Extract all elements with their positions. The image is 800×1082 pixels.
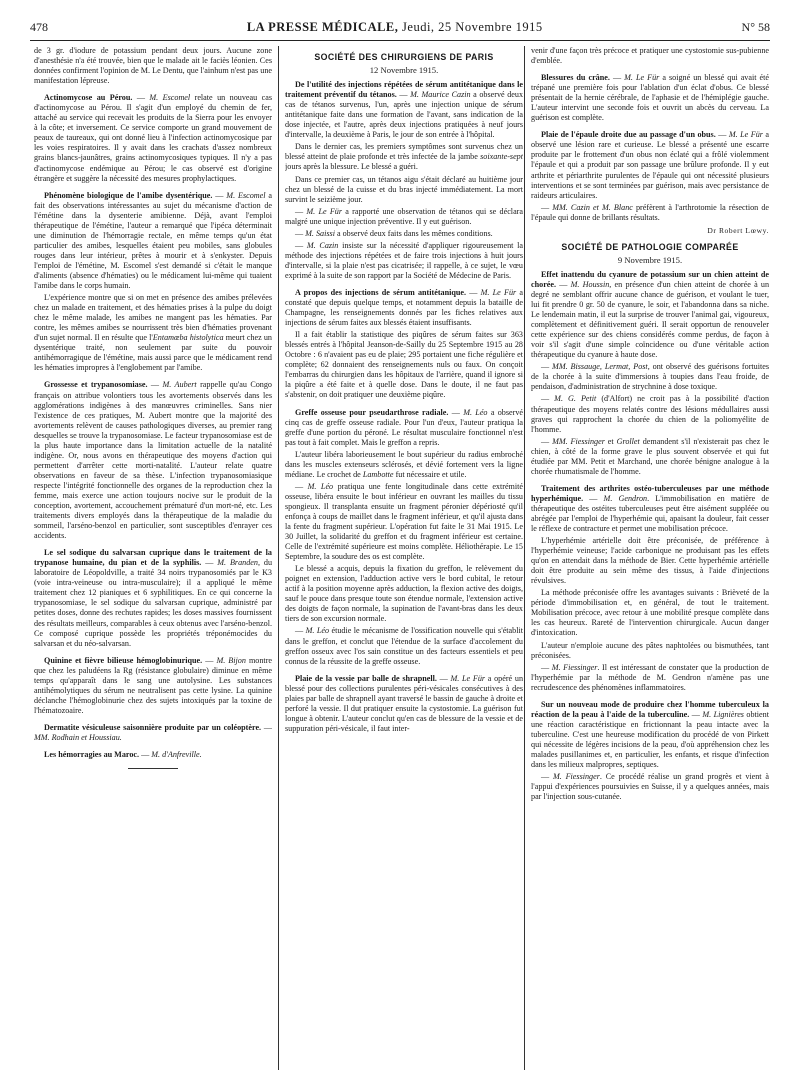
article: Dermatite vésiculeuse saisonnière produite par un coléoptère. — MM. Rodhain et Houssiau. <box>34 722 272 742</box>
article: Grossesse et trypanosomiase. — M. Aubert rappelle qu'au Congo français on attribue volontiers tous les avortements observés dans les agglomérations indigènes à des manœuvres criminelles. Sans nier l'existence de ces pratiques, M. Aubert montre que la majorité des avortements relèvent de causes pathologiques diverses, au premier rang desquelles se trouve la trypanosomiase. Le facteur trypanosomiase est de la plus haute importance dans la limitation actuelle de la natalité indigène. Or, nous avons en thérapeutique des moyens d'action qui permettent d'arrêter cette morti-natalité. L'auteur relate quatre observations en faveur de sa thèse. L'infection trypanosomiasique respecte l'intégrité fonctionnelle des organes de la reproduction chez la femme, mais exerce une action toujours nocive sur le produit de la conception, avortement, accouchement prématuré d'un mort-né, etc. Les traitements divers employés dans la thérapeutique de la maladie du sommeil, l'arséno-benzol en particulier, sont susceptibles d'enrayer ces accidents. <box>34 380 272 541</box>
author: M. Maurice Cazin <box>410 90 471 100</box>
article-text: , en présence d'un chien atteint de chorée à un degré ne semblant offrir aucune chance de guérison, et voulant le tuer, lui fit prendre 0 gr. 50 de cyanure, le soir, et l'abandonna dans sa niche. Le lendemain matin, il eut la surprise de trouver l'animal gai, vigoureux, complètement et définitivement guéri. Il serait opportun de renouveler cette expérience sur des chiens considérés comme perdus, de façon à voir s'il s'agit d'une simple coïncidence ou d'une véritable action thérapeutique du cyanure à haute dose. <box>531 279 769 360</box>
paragraph: L'hyperhémie artérielle doit être préconisée, de préférence à l'hyperhémie veineuse; l'acide carbonique ne produisant pas les effets qu'on en attendait dans la méthode de Bier. Cette hyperhémie artérielle doit être produite au sein même des tissus, à l'aide d'injections révulsives. <box>531 536 769 586</box>
author: MM. Cazin et M. Blanc <box>552 202 633 212</box>
paragraph: Dans le dernier cas, les premiers symptômes sont survenus chez un blessé atteint de plaie profonde et très infectée de la jambe soixante-sept jours après la blessure. Le blessé a guéri. <box>285 142 523 172</box>
end-rule <box>128 768 178 769</box>
author: M. Escomel <box>226 190 266 200</box>
paragraph: — M. G. Petit (d'Alfort) ne croit pas à la possibilité d'action thérapeutique des moyens relatés contre des lésions médullaires aussi graves qui rapprochent la chorée du chien de la poliomyélite de l'homme. <box>531 394 769 434</box>
article-text: , du laboratoire de Léopoldville, a traité 34 noirs trypanosomiés par le K3 (voie intra-veineuse ou intra-musculaire); il a appliqué le même traitement chez 12 pianiques et 6 syphilitiques. En ce qui concerne la trypanosomiase, le sel sodique du salvarsan cuprique, administré par petites doses, donne des rechutes rapides; les doses massives fournissent des résultats meilleurs, comparables à ceux obtenus avec l'arséno-benzol. Ce composé cuprique possède les propriétés tréponémocides du salvarsan et du néo-salvarsan. <box>34 558 272 648</box>
author: MM. Rodhain et Houssiau. <box>34 733 122 742</box>
author: M. Léo <box>307 481 334 491</box>
article-text: obtient une réaction caractéristique en frictionnant la peau intacte avec la tuberculine. C'est une heureuse modification du procédé de von Pirkett qui nécessite de légères incisions de la peau, d'où appréhension chez les malades pusillanimes et, en particulier, les enfants, et risque d'infection dans les milieux malpropres, septiques. <box>531 709 769 770</box>
article: A propos des injections de sérum antitétanique. — M. Le Für a constaté que depuis quelque temps, et notamment depuis la bataille de Champagne, les renseignements donnés par les fiches relatives aux injections de sérum faites aux blessés étaient insuffisants. <box>285 287 523 328</box>
author: M. Aubert <box>162 380 197 390</box>
article: Traitement des arthrites ostéo-tuberculeuses par une méthode hyperhémique. — M. Gendron. L'immobilisation en matière de thérapeutique des ostéites tuberculeuses peut être aisément suppléée ou abrégée par l'emploi de l'hyperhémie qui, apaisant la douleur, fait cesser le réflexe de contracture et permet une mobilisation précoce. <box>531 483 769 534</box>
article-text: a opéré un blessé pour des collections purulentes péri-vésicales consécutives à des plaies par balle de shrapnell ayant traversé le bassin de gauche à droite et perforé la vessie. Il dut pratiquer ensuite la cystostomie. La guérison fut longue à obtenir. L'auteur conclut qu'en cas de blessure de la vessie et de suppuration péri-vésicale, il faut inter- <box>285 673 523 733</box>
issue-date: Jeudi, 25 Novembre 1915 <box>402 20 543 34</box>
session-date: 9 Novembre 1915. <box>617 254 683 265</box>
author: M. Le Für <box>450 673 486 683</box>
paragraph: — MM. Fiessinger et Grollet demandent s'il n'existerait pas chez le chien, à côté de la forme grave le plus souvent observée et qui fut étudiée par MM. Petit et Marchand, une chorée bénigne analogue à la chorée rhumatismale de l'homme. <box>531 436 769 476</box>
paragraph: L'auteur n'emploie aucune des pâtes naphtolées ou bismuthées, tant préconisées. <box>531 640 769 660</box>
article: Sur un nouveau mode de produire chez l'homme tuberculeux la réaction de la peau à l'aide de la tuberculine. — M. Lignières obtient une réaction caractéristique en frictionnant la peau intacte avec la tuberculine. C'est une heureuse modification du procédé de von Pirkett qui nécessite de légères incisions de la peau, d'où appréhension chez les malades pusillanimes et, en particulier, les enfants, et risque d'infection dans les milieux malpropres, septiques. <box>531 699 769 770</box>
section-heading: SOCIÉTÉ DE PATHOLOGIE COMPARÉE <box>561 241 739 252</box>
article-title: Grossesse et trypanosomiase. <box>44 380 148 390</box>
article-text: a observé une lésion rare et curieuse. Le blessé a présenté une escarre produite par le frottement d'un obus non éclaté qui a frôlé violemment l'épaule et qui a produit par son passage une brûlure profonde. Il y eut arthrite et périarthrite purulentes de l'épaule qui ont nécessité plusieurs interventions et se sont terminées par guérison, mais avec persistance de raideurs articulaires. <box>531 130 769 200</box>
author: M. Fiessinger <box>552 772 600 782</box>
paragraph: — M. Saissi a observé deux faits dans les mêmes conditions. <box>295 228 493 238</box>
article: Plaie de l'épaule droite due au passage d'un obus. — M. Le Für a observé une lésion rare et curieuse. Le blessé a présenté une escarre produite par le frottement d'un obus non éclaté qui a frôlé violemment l'épaule et qui a produit par son passage une brûlure profonde. Il y eut arthrite et périarthrite purulentes de l'épaule qui ont nécessité plusieurs interventions et se sont terminées par guérison, mais avec persistance de raideurs articulaires. <box>531 130 769 200</box>
article-title: Effet inattendu du cyanure de potassium sur un chien atteint de chorée. <box>531 269 769 289</box>
author: M. Gendron <box>603 493 648 503</box>
journal-title <box>247 20 543 35</box>
article: Effet inattendu du cyanure de potassium sur un chien atteint de chorée. — M. Houssin, en présence d'un chien atteint de chorée à un degré ne semblant offrir aucune chance de guérison, et voulant le tuer, lui fit prendre 0 gr. 50 de cyanure, le soir, et l'abandonna dans sa niche. Le lendemain matin, il eut la surprise de trouver l'animal gai, vigoureux, complètement et définitivement guéri. Il serait opportun de renouveler cette expérience sur des chiens considérés comme perdus, de façon à voir s'il s'agit d'une simple coïncidence ou d'une véritable action thérapeutique du cyanure à haute dose. <box>531 269 769 360</box>
author: M. Le Für <box>480 287 517 297</box>
article-text: relate un nouveau cas d'actinomycose au Pérou. Il s'agit d'un employé du chemin de fer, attaché au service qui recevait les produits de la Sierra pour les envoyer à la côte; et inversement. Ce service comporte un grand mouvement de peaux de taureaux, qui ont donné lieu à l'infection actinomycosique par les voies respiratoires. Il y avait dans les crachats d'assez nombreux grains blancs-jaunâtres, grains actinomycosiques typiques. Il n'y a pas d'actinomycose endémique au Pérou; le cas observé est d'origine étrangère et suggère la nécessité des mesures prophylactiques. <box>34 93 272 183</box>
column-right <box>531 46 769 1076</box>
page-header <box>30 20 770 38</box>
article-title: A propos des injections de sérum antitétanique. <box>295 287 467 297</box>
paragraph: de 3 gr. d'iodure de potassium pendant deux jours. Aucune zone d'anesthésie n'a été trouvée, bien que le malade ait le faciès léonien. Ces données confirment l'opinion de M. Le Dentu, que l'ainhum n'est pas une manifestation lépreuse. <box>34 46 272 86</box>
author: M. Cazin <box>306 240 339 250</box>
article-text: a observé deux cas de tétanos survenus, l'un, après une injection unique de sérum antitétanique faite dans une formation de l'avant, sans indication de la dose injectée, et l'autre, après deux injections pratiquées à neuf jours d'intervalle, la deuxième à Paris, le jour de son entrée à l'hôpital. <box>285 90 523 140</box>
article-text: a observé cinq cas de greffe osseuse radiale. Pour l'un d'eux, l'auteur pratiqua la greffe d'une portion du péroné. Le résultat musculaire fonctionnel n'est pas tout à fait complet. Mais le greffon a repris. <box>285 407 523 447</box>
paragraph: Le blessé a acquis, depuis la fixation du greffon, le relèvement du poignet en extension, l'adduction active vers le bord cubital, le retour actif à la position moyenne après adduction, la flexion active des doigts, sauf le pouce dans presque toute son étendue normale, l'extension active des doigts de façon normale, la supination de l'avant-bras dans les deux tiers de son excursion normale. <box>285 564 523 624</box>
paragraph: L'expérience montre que si on met en présence des amibes prélevées chez un malade en traitement, et des hématies prises à la pulpe du doigt chez le même malade, les amibes ne mangent pas les hématies. Par contre, les mêmes amibes se nourrissent très bien d'hématies provenant d'un sujet normal. Il en résulte que l'Entamœba histolytica meurt chez un dysentérique traité, non seulement par suite du pouvoir antihémorragique de l'émétine, mais aussi parce que le médicament rend les hématies impropres à l'englobement par l'amibe. <box>34 293 272 373</box>
paragraph: — M. Léo pratiqua une fente longitudinale dans cette extrémité osseuse, libéra ensuite le bout inférieur en ouvrant les mailles du tissu spongieux. Il transplanta ensuite un fragment péronier dépériosté qu'il enfonça à coups de maillet dans le fragment inférieur, et qu'il ajusta dans la fente du fragment supérieur. L'opération fut faite le 31 Mai 1915. Le 30 Juillet, la solidarité du greffon et du fragment inférieur est certaine. Celle de l'extrémité supérieure est moins complète. Héliothérapie. Le 15 Septembre, la soudure des os est complète. <box>285 481 523 562</box>
paragraph: venir d'une façon très précoce et pratiquer une cystostomie sus-pubienne d'emblée. <box>531 46 769 66</box>
author: M. Escomel <box>149 93 191 103</box>
paragraph: — MM. Bissauge, Lermat, Post, ont observé des guérisons fortuites de la chorée à la suite d'immersions à toupies dans l'eau froide, de pendaison, d'administration de strychnine à dose toxique. <box>531 362 769 392</box>
author: M. Léo <box>463 407 488 417</box>
session-date: 12 Novembre 1915. <box>369 65 439 76</box>
paragraph: — M. Fiessinger. Il est intéressant de constater que la production de l'hyperhémie par la méthode de M. Gendron n'amène pas une recrudescence des phénomènes inflammatoires. <box>531 662 769 692</box>
author: M. d'Anfreville. <box>151 750 202 760</box>
section-heading: SOCIÉTÉ DES CHIRURGIENS DE PARIS <box>314 52 494 62</box>
paragraph: — M. Le Für a rapporté une observation de tétanos qui se déclara malgré une unique injection préventive. Il y eut guérison. <box>285 206 523 226</box>
author: M. Le Für <box>306 206 343 216</box>
author: M. Bijon <box>216 655 246 665</box>
paragraph: La méthode préconisée offre les avantages suivants : Brièveté de la période d'immobilisation et, en général, de tout le traitement. Mobilisation précoce, avec retour à une mobilité presque complète dans les cas heureux. Rareté de l'intervention chirurgicale. Aucun danger d'intoxication. <box>531 588 769 638</box>
article: Blessures du crâne. — M. Le Für a soigné un blessé qui avait été trépané une première fois pour l'ablation d'un éclat d'obus. Ce blessé présentait de la hernie cérébrale, de l'aphasie et de l'hémiplégie gauche. L'auteur intervint une seconde fois et ouvrit un abcès du cerveau. La guérison est complète. <box>531 73 769 123</box>
journal-name: LA PRESSE MÉDICALE, <box>246 20 399 34</box>
column-divider <box>278 46 279 1070</box>
signature: Dr Robert Lœwy. <box>707 225 769 235</box>
article-title: Phénomène biologique de l'amibe dysentérique. <box>44 190 213 200</box>
author: M. Lignières <box>702 709 744 719</box>
page-number: 478 <box>30 20 48 34</box>
article-text: montre que chez les paludéens la Rg (résistance globulaire) diminue en même temps qu'apparaît dans le sang une autolysine. Les substances antihémolytiques du sérum ne neutralisent pas cette lysine. La quinine déclanche l'hémoglobinurie chez des sujets intoxiqués par la toxine de l'hématozoaire. <box>34 655 272 715</box>
article-title: Greffe osseuse pour pseudarthrose radiale. <box>295 407 449 417</box>
article: Les hémorragies au Maroc. — M. d'Anfreville. <box>44 750 202 760</box>
author: M. Léo <box>305 626 330 636</box>
author: M. Le Für <box>728 130 763 140</box>
author: M. Branden <box>217 558 258 568</box>
author: MM. Bissauge, Lermat, Post <box>552 362 648 372</box>
column-divider <box>524 46 525 1070</box>
article-title: Plaie de la vessie par balle de shrapnell. <box>295 673 437 683</box>
article-text: a constaté que depuis quelque temps, et notamment depuis la bataille de Champagne, les renseignements donnés par les fiches relatives aux injections de sérum faites aux blessés étaient insuffisants. <box>285 287 523 328</box>
article: Actinomycose au Pérou. — M. Escomel relate un nouveau cas d'actinomycose au Pérou. Il s'agit d'un employé du chemin de fer, attaché au service qui recevait les produits de la Sierra pour les envoyer à la côte; et inversement. Ce service comporte un grand mouvement de peaux de taureaux, qui ont donné lieu à l'infection actinomycosique par les voies respiratoires. Il y avait dans les crachats d'assez nombreux grains blancs-jaunâtres, grains actinomycosiques typiques. Il n'y a pas d'actinomycose endémique au Pérou; le cas observé est d'origine étrangère et suggère la nécessité des mesures prophylactiques. <box>34 93 272 183</box>
author: M. Le Für <box>624 73 660 83</box>
paragraph: L'auteur libéra laborieusement le bout supérieur du radius embroché dans les muscles extenseurs sclérosés, et dévié fortement vers la ligne médiane. Le crochet de Lambotte fut nécessaire et utile. <box>285 449 523 479</box>
article: Phénomène biologique de l'amibe dysentérique. — M. Escomel a fait des observations intéressantes au sujet du mécanisme d'action de l'émétine dans la dysenterie amibienne. Déjà, avant l'emploi thérapeutique de l'émétine, l'auteur a remarqué que l'ipéca déterminait une diminution de l'hémorragie rectale, en même temps qu'un état particulier des amibes, lesquelles étaient peu mobiles, sans globules rouges dans leur intérieur, prêtes à mourir et à s'enkyster. Depuis l'emploi de l'émétine, M. Escomel s'est demandé si c'était le manque d'aliments (absence d'hématies) ou le médicament lui-même qui tuaient l'amibe dans le corps humain. <box>34 190 272 291</box>
author: M. Houssin <box>570 279 610 289</box>
article: De l'utilité des injections répétées de sérum antitétanique dans le traitement préventif du tétanos. — M. Maurice Cazin a observé deux cas de tétanos survenus, l'un, après une injection unique de sérum antitétanique faite dans une formation de l'avant, sans indication de la dose injectée, et l'autre, après deux injections pratiquées à neuf jours d'intervalle, la deuxième à Paris, le jour de son entrée à l'hôpital. <box>285 80 523 140</box>
column-left <box>34 46 272 1076</box>
article-title: Traitement des arthrites ostéo-tuberculeuses par une méthode hyperhémique. <box>531 483 769 503</box>
article-title: De l'utilité des injections répétées de sérum antitétanique dans le traitement préventif du tétanos. <box>285 80 523 100</box>
author: M. Saissi <box>305 228 335 238</box>
author: Grollet <box>616 436 640 446</box>
article-title: Sur un nouveau mode de produire chez l'homme tuberculeux la réaction de la peau à l'aide de la tuberculine. <box>531 699 769 719</box>
paragraph: — M. Fiessinger. Ce procédé réalise un grand progrès et vient à l'appui d'expériences poursuivies en Suisse, il y a quelques années, mais par l'injection sous-cutanée. <box>531 772 769 802</box>
header-rule <box>30 40 770 41</box>
article-title: Le sel sodique du salvarsan cuprique dans le traitement de la trypanose humaine, du pian et de la syphilis. <box>34 548 272 568</box>
article: Greffe osseuse pour pseudarthrose radiale. — M. Léo a observé cinq cas de greffe osseuse radiale. Pour l'un d'eux, l'auteur pratiqua la greffe d'une portion du péroné. Le résultat musculaire fonctionnel n'est pas tout à fait complet. Mais le greffon a repris. <box>285 407 523 447</box>
paragraph: — MM. Cazin et M. Blanc préfèrent à l'arthrotomie la résection de l'épaule qui donne de brillants résultats. <box>531 202 769 222</box>
article: Le sel sodique du salvarsan cuprique dans le traitement de la trypanose humaine, du pian et de la syphilis. — M. Branden, du laboratoire de Léopoldville, a traité 34 noirs trypanosomiés par le K3 (voie intra-veineuse ou intra-musculaire); il a appliqué le même traitement chez 12 pianiques et 6 syphilitiques. En ce qui concerne la trypanosomiase, le sel sodique du salvarsan cuprique, administré par petites doses, donne des rechutes rapides; les doses massives fournissent des résultats meilleurs, comparables à ceux obtenus avec l'arséno-benzol. Ce composé cuprique possède les propriétés tréponémocides du salvarsan et du néo-salvarsan. <box>34 548 272 648</box>
article: Plaie de la vessie par balle de shrapnell. — M. Le Für a opéré un blessé pour des collections purulentes péri-vésicales consécutives à des plaies par balle de shrapnell ayant traversé le bassin de gauche à droite et perforé la vessie. Il dut pratiquer ensuite la cystostomie. La guérison fut longue à obtenir. L'auteur conclut qu'en cas de blessure de la vessie et de suppuration péri-vésicale, il faut inter- <box>285 673 523 733</box>
article-title: Dermatite vésiculeuse saisonnière produite par un coléoptère. <box>44 722 262 732</box>
author: M. G. Petit <box>554 394 597 404</box>
article-title: Les hémorragies au Maroc. <box>44 750 140 760</box>
article-title: Actinomycose au Pérou. <box>44 93 133 103</box>
article-text: a soigné un blessé qui avait été trépané une première fois pour l'ablation d'un éclat d'obus. Ce blessé présentait de la hernie cérébrale, de l'aphasie et de l'hémiplégie gauche. L'auteur intervint une seconde fois et ouvrit un abcès du cerveau. La guérison est complète. <box>531 73 769 123</box>
paragraph: — M. Léo étudie le mécanisme de l'ossification nouvelle qui s'établit dans le greffon, et conclut que l'étendue de la surface d'accolement du greffon osseux avec l'os sain constitue un des facteurs essentiels et peu connus de la réussite de la greffe osseuse. <box>285 626 523 666</box>
article-title: Plaie de l'épaule droite due au passage d'un obus. <box>541 130 716 140</box>
article-title: Quinine et fièvre bilieuse hémoglobinurique. <box>44 655 203 665</box>
article-text: rappelle qu'au Congo français on attribue volontiers tous les avortements observés dans les agglomérations indigènes à des manœuvres criminelles. Sans nier l'existence de ces pratiques, M. Aubert montre que la majorité des avortements relèvent de causes pathologiques diverses, au premier rang desquelles se trouve la trypanosomiase. Le facteur trypanosomiase est de la plus haute importance dans la limitation actuelle de la natalité indigène. Or, nous avons en thérapeutique des moyens d'action qui permettent d'arrêter cette morti-natalité. L'auteur relate quatre observations en faveur de sa thèse. L'infection trypanosomiasique respecte l'intégrité fonctionnelle des organes de la reproduction chez la femme, mais exerce une action toujours nocive sur le produit de la conception, avortement, accouchement prématuré d'un mort-né, etc. Les traitements divers employés dans la thérapeutique de la maladie du sommeil, l'arséno-benzol en particulier, sont susceptibles d'enrayer ces accidents. <box>34 380 272 541</box>
article-text: a fait des observations intéressantes au sujet du mécanisme d'action de l'émétine dans la dysenterie amibienne. Déjà, avant l'emploi thérapeutique de l'émétine, l'auteur a remarqué que l'ipéca déterminait une diminution de l'hémorragie rectale, en même temps qu'un état particulier des amibes, lesquelles étaient peu mobiles, sans globules rouges dans leur intérieur, prêtes à mourir et à s'enkyster. Depuis l'emploi de l'émétine, M. Escomel s'est demandé si c'était le manque d'aliments (absence d'hématies) ou le médicament lui-même qui tuaient l'amibe dans le corps humain. <box>34 190 272 291</box>
author: M. Fiessinger <box>551 662 598 672</box>
paragraph: Dans ce premier cas, un tétanos aigu s'était déclaré au huitième jour chez un blessé de la cuisse et du bras injecté immédiatement. La mort survint le seizième jour. <box>285 174 523 204</box>
paragraph: — M. Cazin insiste sur la nécessité d'appliquer rigoureusement la méthode des injections répétées et de faire trois injections à huit jours d'intervalle, si la plaie n'est pas cicatrisée; il rappelle, à ce sujet, le vœu exprimé à la suite de son rapport par la Société de Médecine de Paris. <box>285 240 523 280</box>
author: MM. Fiessinger <box>552 436 605 446</box>
article-text: . L'immobilisation en matière de thérapeutique des ostéites tuberculeuses peut être aisément suppléée ou abrégée par l'emploi de l'hyperhémie qui, apaisant la douleur, fait cesser le réflexe de contracture et permet une mobilisation précoce. <box>531 493 769 534</box>
column-middle <box>285 46 523 1076</box>
article: Quinine et fièvre bilieuse hémoglobinurique. — M. Bijon montre que chez les paludéens la Rg (résistance globulaire) diminue en même temps qu'apparaît dans le sang une autolysine. Les substances antihémolytiques du sérum ne neutralisent pas cette lysine. La quinine déclanche l'hémoglobinurie chez des sujets intoxiqués par la toxine de l'hématozoaire. <box>34 655 272 715</box>
issue-number: N° 58 <box>741 20 770 34</box>
paragraph: Il a fait établir la statistique des piqûres de sérum faites sur 363 blessés entrés à l'hôpital Jeanson-de-Sailly du 25 Septembre 1915 au 28 Octobre : 6 n'avaient pas eu de plaie; 295 portaient une fiche régulière et complète; 62 donnaient des renseignements nuls ou faux. On conçoit l'embarras du chirurgien dans les hôpitaux de l'arrière, quand il ignore si la piqûre a été faite et à quelle dose. Dans le doute, il ne faut pas s'abstenir, on doit pratiquer une deuxième piqûre. <box>285 330 523 400</box>
article-title: Blessures du crâne. <box>541 73 610 83</box>
